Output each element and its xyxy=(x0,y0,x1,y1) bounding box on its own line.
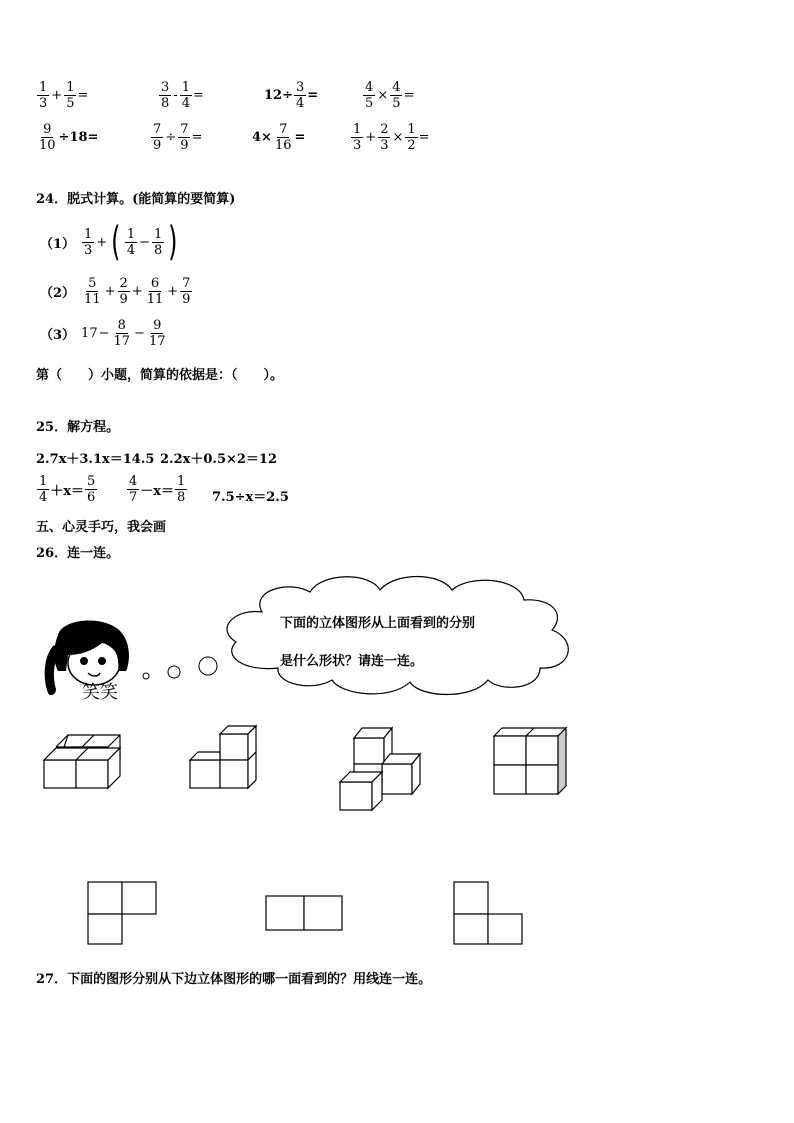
calc-2-4: $\frac{1}{3}$ + $\frac{2}{3}$ × $\frac{1}{2}$ = xyxy=(353,122,430,153)
solid-figure-2 xyxy=(186,714,266,792)
q25-eq-1: 2.7x＋3.1x＝14.5 xyxy=(36,452,155,467)
calc-1-2: $\frac{3}{8}$ - $\frac{1}{4}$ = xyxy=(161,80,204,111)
q25-eq-5: 7.5÷x＝2.5 xyxy=(212,490,289,505)
q25-eq-3: $\frac{1}{4}$ ＋x＝ $\frac{5}{6}$ xyxy=(39,474,96,505)
top-view-shape-1 xyxy=(86,880,160,948)
calc-1-3: 12÷ $\frac{3}{4}$ = xyxy=(264,80,319,111)
q26-title: 26．连一连。 xyxy=(36,546,120,561)
girl-name-label: 笑笑 xyxy=(82,682,118,703)
solid-figure-3 xyxy=(336,724,432,816)
top-view-shape-2 xyxy=(264,892,348,934)
q25-eq-2: 2.2x＋0.5×2＝12 xyxy=(160,452,278,467)
q24-problem-2: （2） $\frac{5}{11}$ + $\frac{2}{9}$ + $\frac{6}{11}$ + $\frac{7}{9}$ xyxy=(40,276,191,307)
q25-title: 25．解方程。 xyxy=(36,420,120,435)
thought-bubble-medium xyxy=(168,666,180,678)
q24-title: 24．脱式计算。(能简算的要简算) xyxy=(36,192,236,207)
thought-bubble-large xyxy=(199,657,217,675)
q27-title: 27．下面的图形分别从下边立体图形的哪一面看到的？用线连一连。 xyxy=(36,972,432,987)
q25-eq-4: $\frac{4}{7}$ －x＝ $\frac{1}{8}$ xyxy=(129,474,186,505)
q24-problem-1: （1） $\frac{1}{3}$ + ( $\frac{1}{4}$ − $\frac{1}{8}$ ) xyxy=(40,219,178,265)
solid-figure-1 xyxy=(40,730,130,795)
calc-2-3: 4× $\frac{7}{16}$ = xyxy=(252,122,306,153)
thought-bubble-small xyxy=(143,673,149,679)
top-view-shape-3 xyxy=(452,880,526,948)
solid-figure-4 xyxy=(490,724,570,800)
calc-2-1: $\frac{9}{10}$ ÷18= xyxy=(39,122,99,153)
q24-problem-3: （3） 17 − $\frac{8}{17}$ − $\frac{9}{17}$ xyxy=(40,318,166,349)
calc-1-4: $\frac{4}{5}$ × $\frac{4}{5}$ = xyxy=(365,80,415,111)
section-5-heading: 五、心灵手巧，我会画 xyxy=(36,520,167,535)
cloud-line-2: 是什么形状？请连一连。 xyxy=(280,654,424,669)
calc-2-2: $\frac{7}{9}$ ÷ $\frac{7}{9}$ = xyxy=(153,122,203,153)
calc-1-1: $\frac{1}{3}$ + $\frac{1}{5}$ = xyxy=(39,80,89,111)
cloud-line-1: 下面的立体图形从上面看到的分别 xyxy=(280,616,476,631)
q24-note: 第（ ）小题，简算的依据是：（ ）。 xyxy=(36,368,284,383)
